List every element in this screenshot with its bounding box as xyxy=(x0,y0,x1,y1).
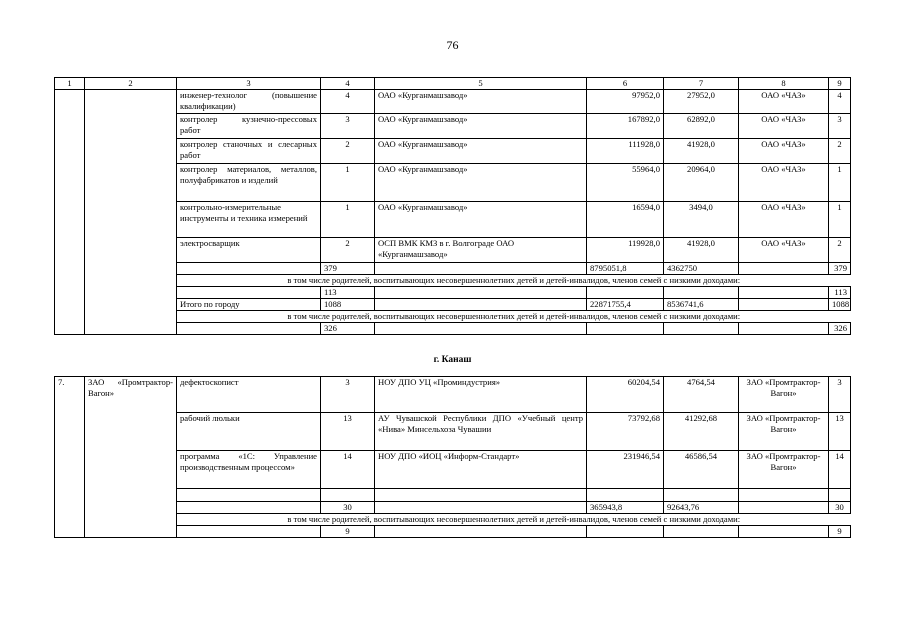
city-heading: г. Канаш xyxy=(433,355,472,365)
empty-cell xyxy=(55,263,85,275)
empty-cell xyxy=(177,489,321,502)
empty-cell xyxy=(55,299,85,311)
empty-cell xyxy=(664,323,739,335)
subtotal-row xyxy=(55,502,851,514)
empty-cell xyxy=(55,323,85,335)
row-number: 7. xyxy=(55,377,85,502)
budget-cell: 41292,68 xyxy=(664,413,739,451)
note-row xyxy=(55,311,851,323)
cost-cell: 231946,54 xyxy=(587,451,664,489)
subtotal-budget: 92643,76 xyxy=(664,502,739,514)
empty-cell xyxy=(177,323,321,335)
empty-cell xyxy=(55,311,85,323)
empty-cell xyxy=(375,299,587,311)
qty-cell: 2 xyxy=(321,238,375,263)
empty-cell xyxy=(85,263,177,275)
note-count: 326 xyxy=(829,323,851,335)
empty-cell xyxy=(55,90,85,263)
budget-cell: 27952,0 xyxy=(664,90,739,114)
budget-cell: 4764,54 xyxy=(664,377,739,413)
empty-cell xyxy=(739,323,829,335)
note-qty: 113 xyxy=(321,287,375,299)
qty-cell: 2 xyxy=(321,139,375,164)
empty-cell xyxy=(664,287,739,299)
empty-cell xyxy=(85,287,177,299)
budget-cell: 41928,0 xyxy=(664,238,739,263)
empty-cell xyxy=(85,526,177,538)
empty-cell xyxy=(321,489,375,502)
column-number: 7 xyxy=(664,78,739,90)
subtotal-budget: 4362750 xyxy=(664,263,739,275)
employer-cell: ЗАО «Промтрактор-Вагон» xyxy=(739,451,829,489)
empty-cell xyxy=(587,526,664,538)
empty-cell xyxy=(177,263,321,275)
provider-cell: АУ Чувашской Республики ДПО «Учебный центр «Нива» Минсельхоза Чувашии xyxy=(375,413,587,451)
budget-cell: 3494,0 xyxy=(664,202,739,238)
parents-note: в том числе родителей, воспитывающих несовершеннолетних детей и детей-инвалидов, членов семей с низкими доходами: xyxy=(177,311,851,323)
count-cell: 4 xyxy=(829,90,851,114)
provider-cell: ОАО «Курганмашзавод» xyxy=(375,90,587,114)
city-total-cost: 22871755,4 xyxy=(587,299,664,311)
profession-cell: электросварщик xyxy=(177,238,321,263)
column-number: 2 xyxy=(85,78,177,90)
city-total-budget: 8536741,6 xyxy=(664,299,739,311)
empty-cell xyxy=(375,323,587,335)
empty-cell xyxy=(85,311,177,323)
profession-cell: рабочий люльки xyxy=(177,413,321,451)
empty-cell xyxy=(829,489,851,502)
profession-cell: контролер материалов, металлов, полуфабрикатов и изделий xyxy=(177,164,321,202)
employer-cell: ОАО «ЧАЗ» xyxy=(739,90,829,114)
budget-cell: 46586,54 xyxy=(664,451,739,489)
subtotal-row xyxy=(55,263,851,275)
note-count: 9 xyxy=(829,526,851,538)
empty-cell xyxy=(739,299,829,311)
cost-cell: 111928,0 xyxy=(587,139,664,164)
note-row xyxy=(55,514,851,526)
qty-cell: 3 xyxy=(321,377,375,413)
empty-cell xyxy=(739,489,829,502)
cost-cell: 119928,0 xyxy=(587,238,664,263)
empty-cell xyxy=(177,526,321,538)
note-row xyxy=(55,275,851,287)
parents-note: в том числе родителей, воспитывающих несовершеннолетних детей и детей-инвалидов, членов семей с низкими доходами: xyxy=(177,275,851,287)
profession-cell: контролер станочных и слесарных работ xyxy=(177,139,321,164)
provider-cell: НОУ ДПО «ИОЦ «Информ-Стандарт» xyxy=(375,451,587,489)
column-number: 3 xyxy=(177,78,321,90)
city-total-row xyxy=(55,299,851,311)
empty-cell xyxy=(85,275,177,287)
city-total-qty: 1088 xyxy=(321,299,375,311)
empty-cell xyxy=(85,323,177,335)
note-qty: 9 xyxy=(321,526,375,538)
note-values-row xyxy=(55,323,851,335)
count-cell: 13 xyxy=(829,413,851,451)
column-number: 5 xyxy=(375,78,587,90)
empty-cell xyxy=(55,526,85,538)
subtotal-cost: 8795051,8 xyxy=(587,263,664,275)
subtotal-cost: 365943,8 xyxy=(587,502,664,514)
qty-cell: 14 xyxy=(321,451,375,489)
empty-cell xyxy=(85,502,177,514)
empty-cell xyxy=(55,514,85,526)
empty-cell xyxy=(587,323,664,335)
provider-cell: ОАО «Курганмашзавод» xyxy=(375,114,587,139)
column-number: 6 xyxy=(587,78,664,90)
qty-cell: 1 xyxy=(321,202,375,238)
empty-cell xyxy=(85,514,177,526)
note-qty: 326 xyxy=(321,323,375,335)
employer-cell: ОАО «ЧАЗ» xyxy=(739,139,829,164)
subtotal-qty: 30 xyxy=(321,502,375,514)
budget-cell: 41928,0 xyxy=(664,139,739,164)
profession-cell: контролер кузнечно-прессовых работ xyxy=(177,114,321,139)
subtotal-count: 30 xyxy=(829,502,851,514)
note-count: 113 xyxy=(829,287,851,299)
empty-cell xyxy=(55,287,85,299)
empty-cell xyxy=(375,502,587,514)
empty-cell xyxy=(587,489,664,502)
subtotal-qty: 379 xyxy=(321,263,375,275)
employer-cell: ЗАО «Промтрактор-Вагон» xyxy=(739,377,829,413)
provider-cell: НОУ ДПО УЦ «Проминдустрия» xyxy=(375,377,587,413)
table-row xyxy=(55,377,851,413)
count-cell: 2 xyxy=(829,139,851,164)
cost-cell: 60204,54 xyxy=(587,377,664,413)
empty-cell xyxy=(85,299,177,311)
cost-cell: 167892,0 xyxy=(587,114,664,139)
empty-cell xyxy=(177,502,321,514)
provider-cell: ОСП ВМК КМЗ в г. Волгограде ОАО «Курганмашзавод» xyxy=(375,238,587,263)
empty-cell xyxy=(85,90,177,263)
empty-cell xyxy=(664,526,739,538)
training-table-continued xyxy=(54,77,851,335)
count-cell: 3 xyxy=(829,114,851,139)
cost-cell: 97952,0 xyxy=(587,90,664,114)
count-cell: 1 xyxy=(829,202,851,238)
qty-cell: 1 xyxy=(321,164,375,202)
empty-cell xyxy=(739,526,829,538)
note-values-row xyxy=(55,287,851,299)
cost-cell: 73792,68 xyxy=(587,413,664,451)
employer-cell: ОАО «ЧАЗ» xyxy=(739,164,829,202)
qty-cell: 4 xyxy=(321,90,375,114)
empty-cell xyxy=(55,275,85,287)
budget-cell: 20964,0 xyxy=(664,164,739,202)
provider-cell: ОАО «Курганмашзавод» xyxy=(375,164,587,202)
parents-note: в том числе родителей, воспитывающих несовершеннолетних детей и детей-инвалидов, членов семей с низкими доходами: xyxy=(177,514,851,526)
qty-cell: 13 xyxy=(321,413,375,451)
subtotal-count: 379 xyxy=(829,263,851,275)
qty-cell: 3 xyxy=(321,114,375,139)
profession-cell: программа «1С: Управление производственным процессом» xyxy=(177,451,321,489)
table-row xyxy=(55,90,851,114)
count-cell: 2 xyxy=(829,238,851,263)
empty-cell xyxy=(587,287,664,299)
city-total-label: Итого по городу xyxy=(177,299,321,311)
cost-cell: 16594,0 xyxy=(587,202,664,238)
empty-cell xyxy=(375,489,587,502)
empty-cell xyxy=(375,263,587,275)
cost-cell: 55964,0 xyxy=(587,164,664,202)
empty-cell xyxy=(375,287,587,299)
provider-cell: ОАО «Курганмашзавод» xyxy=(375,139,587,164)
profession-cell: дефектоскопист xyxy=(177,377,321,413)
empty-cell xyxy=(739,287,829,299)
column-number: 9 xyxy=(829,78,851,90)
employer-cell: ОАО «ЧАЗ» xyxy=(739,114,829,139)
empty-cell xyxy=(739,263,829,275)
empty-cell xyxy=(177,287,321,299)
note-values-row xyxy=(55,526,851,538)
column-number: 1 xyxy=(55,78,85,90)
empty-cell xyxy=(55,502,85,514)
column-number: 4 xyxy=(321,78,375,90)
page-number: 76 xyxy=(446,38,459,52)
employer-cell: ОАО «ЧАЗ» xyxy=(739,202,829,238)
profession-cell: контрольно-измерительные инструменты и техника измерений xyxy=(177,202,321,238)
count-cell: 14 xyxy=(829,451,851,489)
profession-cell: инженер-технолог (повышение квалификации) xyxy=(177,90,321,114)
training-table-kanash xyxy=(54,376,851,538)
employer-cell: ОАО «ЧАЗ» xyxy=(739,238,829,263)
column-number: 8 xyxy=(739,78,829,90)
city-total-count: 1088 xyxy=(829,299,851,311)
employer-cell: ЗАО «Промтрактор-Вагон» xyxy=(739,413,829,451)
provider-cell: ОАО «Курганмашзавод» xyxy=(375,202,587,238)
budget-cell: 62892,0 xyxy=(664,114,739,139)
count-cell: 3 xyxy=(829,377,851,413)
enterprise-name: ЗАО «Промтрактор-Вагон» xyxy=(85,377,177,502)
count-cell: 1 xyxy=(829,164,851,202)
empty-cell xyxy=(375,526,587,538)
column-number-row xyxy=(55,78,851,90)
empty-cell xyxy=(739,502,829,514)
empty-cell xyxy=(664,489,739,502)
